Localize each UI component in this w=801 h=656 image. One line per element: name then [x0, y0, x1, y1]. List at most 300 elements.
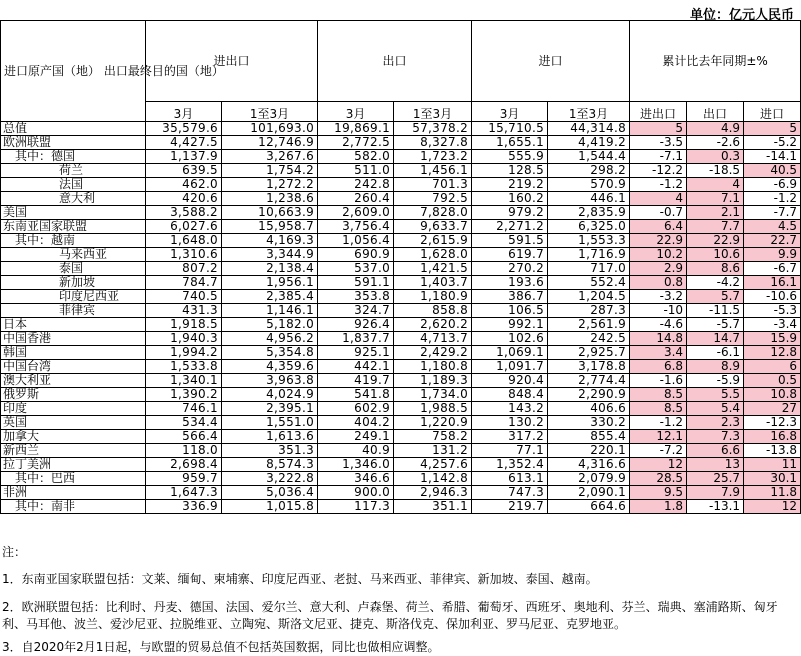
value-cell: 287.3: [548, 304, 630, 318]
yoy-cell: 8.6: [687, 262, 744, 276]
value-cell: 1,553.3: [548, 234, 630, 248]
value-cell: 1,142.8: [394, 472, 472, 486]
sub-header: 3月: [318, 102, 394, 122]
value-cell: 541.8: [318, 388, 394, 402]
value-cell: 351.3: [222, 444, 318, 458]
yoy-cell: 14.8: [630, 332, 687, 346]
country-name: 日本: [1, 318, 146, 332]
country-name: 总值: [1, 122, 146, 136]
yoy-cell: -14.1: [744, 150, 801, 164]
value-cell: 566.4: [146, 430, 222, 444]
value-cell: 5,182.0: [222, 318, 318, 332]
sub-header: 进出口: [630, 102, 687, 122]
value-cell: 1,069.1: [472, 346, 548, 360]
country-name: 印度尼西亚: [1, 290, 146, 304]
yoy-cell: -12.2: [630, 164, 687, 178]
table-row: [1, 262, 801, 276]
yoy-cell: 0.5: [744, 374, 801, 388]
value-cell: 3,344.9: [222, 248, 318, 262]
value-cell: 2,271.2: [472, 220, 548, 234]
yoy-cell: 40.5: [744, 164, 801, 178]
value-cell: 3,267.6: [222, 150, 318, 164]
value-cell: 44,314.8: [548, 122, 630, 136]
yoy-cell: 11.8: [744, 486, 801, 500]
value-cell: 143.2: [472, 402, 548, 416]
yoy-cell: 22.7: [744, 234, 801, 248]
group-header-total: 进出口: [146, 21, 318, 102]
sub-header: 3月: [472, 102, 548, 122]
value-cell: 591.5: [472, 234, 548, 248]
yoy-cell: 10.6: [687, 248, 744, 262]
yoy-cell: -10: [630, 304, 687, 318]
yoy-cell: 6: [744, 360, 801, 374]
country-column-header: 进口原产国（地） 出口最终目的国（地）: [1, 21, 146, 122]
value-cell: 2,609.0: [318, 206, 394, 220]
yoy-cell: -13.8: [744, 444, 801, 458]
value-cell: 2,835.9: [548, 206, 630, 220]
value-cell: 8,574.3: [222, 458, 318, 472]
value-cell: 1,723.2: [394, 150, 472, 164]
yoy-cell: 30.1: [744, 472, 801, 486]
value-cell: 249.1: [318, 430, 394, 444]
value-cell: 2,429.2: [394, 346, 472, 360]
value-cell: 855.4: [548, 430, 630, 444]
value-cell: 511.0: [318, 164, 394, 178]
value-cell: 747.3: [472, 486, 548, 500]
value-cell: 118.0: [146, 444, 222, 458]
value-cell: 5,036.4: [222, 486, 318, 500]
value-cell: 330.2: [548, 416, 630, 430]
value-cell: 746.1: [146, 402, 222, 416]
value-cell: 1,146.1: [222, 304, 318, 318]
yoy-cell: 22.9: [687, 234, 744, 248]
yoy-cell: -7.2: [630, 444, 687, 458]
value-cell: 534.4: [146, 416, 222, 430]
value-cell: 639.5: [146, 164, 222, 178]
value-cell: 1,655.1: [472, 136, 548, 150]
yoy-cell: 12: [744, 500, 801, 514]
value-cell: 1,544.4: [548, 150, 630, 164]
value-cell: 106.5: [472, 304, 548, 318]
country-name: 拉丁美洲: [1, 458, 146, 472]
value-cell: 219.2: [472, 178, 548, 192]
value-cell: 6,027.6: [146, 220, 222, 234]
value-cell: 462.0: [146, 178, 222, 192]
value-cell: 1,056.4: [318, 234, 394, 248]
table-row: [1, 192, 801, 206]
value-cell: 446.1: [548, 192, 630, 206]
value-cell: 12,746.9: [222, 136, 318, 150]
yoy-cell: 5.5: [687, 388, 744, 402]
value-cell: 1,754.2: [222, 164, 318, 178]
country-name: 俄罗斯: [1, 388, 146, 402]
value-cell: 260.4: [318, 192, 394, 206]
country-name: 新加坡: [1, 276, 146, 290]
country-name: 其中：越南: [1, 234, 146, 248]
table-row: [1, 248, 801, 262]
value-cell: 1,189.3: [394, 374, 472, 388]
yoy-cell: 8.9: [687, 360, 744, 374]
country-name: 澳大利亚: [1, 374, 146, 388]
value-cell: 19,869.1: [318, 122, 394, 136]
value-cell: 992.1: [472, 318, 548, 332]
value-cell: 3,222.8: [222, 472, 318, 486]
value-cell: 537.0: [318, 262, 394, 276]
value-cell: 2,395.1: [222, 402, 318, 416]
value-cell: 926.4: [318, 318, 394, 332]
yoy-cell: -5.3: [744, 304, 801, 318]
table-row: [1, 346, 801, 360]
value-cell: 6,325.0: [548, 220, 630, 234]
value-cell: 15,710.5: [472, 122, 548, 136]
value-cell: 1,734.0: [394, 388, 472, 402]
yoy-cell: -18.5: [687, 164, 744, 178]
value-cell: 807.2: [146, 262, 222, 276]
table-row: [1, 206, 801, 220]
value-cell: 298.2: [548, 164, 630, 178]
sub-header: 1至3月: [394, 102, 472, 122]
value-cell: 1,988.5: [394, 402, 472, 416]
value-cell: 2,290.9: [548, 388, 630, 402]
country-name: 美国: [1, 206, 146, 220]
unit-label: 单位：亿元人民币: [689, 8, 794, 23]
yoy-cell: 28.5: [630, 472, 687, 486]
table-row: [1, 318, 801, 332]
value-cell: 386.7: [472, 290, 548, 304]
country-name: 其中：巴西: [1, 472, 146, 486]
value-cell: 1,994.2: [146, 346, 222, 360]
value-cell: 3,178.8: [548, 360, 630, 374]
yoy-cell: -5.7: [687, 318, 744, 332]
value-cell: 619.7: [472, 248, 548, 262]
value-cell: 2,774.4: [548, 374, 630, 388]
sub-header: 进口: [744, 102, 801, 122]
table-row: [1, 178, 801, 192]
yoy-cell: 2.9: [630, 262, 687, 276]
yoy-cell: 25.7: [687, 472, 744, 486]
value-cell: 406.6: [548, 402, 630, 416]
value-cell: 920.4: [472, 374, 548, 388]
value-cell: 1,091.7: [472, 360, 548, 374]
value-cell: 1,647.3: [146, 486, 222, 500]
value-cell: 1,180.8: [394, 360, 472, 374]
value-cell: 77.1: [472, 444, 548, 458]
value-cell: 1,918.5: [146, 318, 222, 332]
value-cell: 7,828.0: [394, 206, 472, 220]
yoy-cell: -4.6: [630, 318, 687, 332]
value-cell: 193.6: [472, 276, 548, 290]
value-cell: 336.9: [146, 500, 222, 514]
value-cell: 1,340.1: [146, 374, 222, 388]
yoy-cell: 2.1: [687, 206, 744, 220]
yoy-cell: 12.1: [630, 430, 687, 444]
value-cell: 740.5: [146, 290, 222, 304]
group-header-export: 出口: [318, 21, 472, 102]
value-cell: 959.7: [146, 472, 222, 486]
value-cell: 4,169.3: [222, 234, 318, 248]
value-cell: 160.2: [472, 192, 548, 206]
note-eu: 2．欧洲联盟包括：比利时、丹麦、德国、法国、爱尔兰、意大利、卢森堡、荷兰、希腊、葡萄牙、西班牙、奥地利、芬兰、瑞典、塞浦路斯、匈牙利、马耳他、波兰、爱沙尼亚、拉脱维亚、立陶宛、斯洛文尼亚、捷克、斯洛伐克、保加利亚、罗马尼亚、克罗地亚。: [2, 600, 778, 631]
yoy-cell: -3.2: [630, 290, 687, 304]
yoy-cell: 5.7: [687, 290, 744, 304]
yoy-cell: 7.9: [687, 486, 744, 500]
yoy-cell: -2.6: [687, 136, 744, 150]
yoy-cell: 12.8: [744, 346, 801, 360]
value-cell: 4,024.9: [222, 388, 318, 402]
value-cell: 270.2: [472, 262, 548, 276]
yoy-cell: 7.7: [687, 220, 744, 234]
yoy-cell: 6.6: [687, 444, 744, 458]
value-cell: 1,456.1: [394, 164, 472, 178]
value-cell: 2,620.2: [394, 318, 472, 332]
value-cell: 8,327.8: [394, 136, 472, 150]
value-cell: 5,354.8: [222, 346, 318, 360]
table-row: [1, 430, 801, 444]
table-row: [1, 444, 801, 458]
value-cell: 3,963.8: [222, 374, 318, 388]
value-cell: 3,588.2: [146, 206, 222, 220]
value-cell: 591.1: [318, 276, 394, 290]
yoy-cell: -12.3: [744, 416, 801, 430]
value-cell: 613.1: [472, 472, 548, 486]
country-name: 菲律宾: [1, 304, 146, 318]
table-row: [1, 304, 801, 318]
value-cell: 102.6: [472, 332, 548, 346]
value-cell: 2,385.4: [222, 290, 318, 304]
sub-header: 1至3月: [548, 102, 630, 122]
yoy-cell: -10.6: [744, 290, 801, 304]
yoy-cell: 5: [630, 122, 687, 136]
yoy-cell: 4: [630, 192, 687, 206]
value-cell: 717.0: [548, 262, 630, 276]
yoy-cell: 9.5: [630, 486, 687, 500]
yoy-cell: 22.9: [630, 234, 687, 248]
country-name: 韩国: [1, 346, 146, 360]
value-cell: 555.9: [472, 150, 548, 164]
notes: [2, 544, 798, 656]
value-cell: 351.1: [394, 500, 472, 514]
value-cell: 353.8: [318, 290, 394, 304]
table-row: [1, 220, 801, 234]
value-cell: 4,359.6: [222, 360, 318, 374]
table-row: [1, 486, 801, 500]
table-row: [1, 136, 801, 150]
yoy-cell: -11.5: [687, 304, 744, 318]
yoy-cell: -6.1: [687, 346, 744, 360]
country-name: 中国香港: [1, 332, 146, 346]
yoy-cell: -7.1: [630, 150, 687, 164]
yoy-cell: -1.2: [744, 192, 801, 206]
value-cell: 2,079.9: [548, 472, 630, 486]
value-cell: 582.0: [318, 150, 394, 164]
yoy-cell: -1.2: [630, 178, 687, 192]
value-cell: 1,238.6: [222, 192, 318, 206]
value-cell: 1,940.3: [146, 332, 222, 346]
value-cell: 1,015.8: [222, 500, 318, 514]
country-name: 印度: [1, 402, 146, 416]
table-row: [1, 472, 801, 486]
yoy-cell: 0.3: [687, 150, 744, 164]
value-cell: 4,956.2: [222, 332, 318, 346]
table-row: [1, 276, 801, 290]
yoy-cell: 15.9: [744, 332, 801, 346]
value-cell: 40.9: [318, 444, 394, 458]
yoy-cell: -5.9: [687, 374, 744, 388]
value-cell: 602.9: [318, 402, 394, 416]
yoy-cell: 1.8: [630, 500, 687, 514]
country-name: 法国: [1, 178, 146, 192]
value-cell: 131.2: [394, 444, 472, 458]
value-cell: 792.5: [394, 192, 472, 206]
value-cell: 979.2: [472, 206, 548, 220]
yoy-cell: -3.4: [744, 318, 801, 332]
value-cell: 1,390.2: [146, 388, 222, 402]
value-cell: 419.7: [318, 374, 394, 388]
table-row: [1, 122, 801, 136]
value-cell: 1,137.9: [146, 150, 222, 164]
value-cell: 15,958.7: [222, 220, 318, 234]
value-cell: 35,579.6: [146, 122, 222, 136]
value-cell: 2,946.3: [394, 486, 472, 500]
table-row: [1, 332, 801, 346]
yoy-cell: 2.3: [687, 416, 744, 430]
value-cell: 57,378.2: [394, 122, 472, 136]
group-header-import: 进口: [472, 21, 630, 102]
value-cell: 10,663.9: [222, 206, 318, 220]
value-cell: 442.1: [318, 360, 394, 374]
country-name: 马来西亚: [1, 248, 146, 262]
yoy-cell: 5.4: [687, 402, 744, 416]
country-name: 其中：南非: [1, 500, 146, 514]
yoy-cell: 6.8: [630, 360, 687, 374]
value-cell: 570.9: [548, 178, 630, 192]
yoy-cell: 7.3: [687, 430, 744, 444]
table-row: [1, 360, 801, 374]
value-cell: 4,419.2: [548, 136, 630, 150]
table-row: [1, 234, 801, 248]
yoy-cell: 27: [744, 402, 801, 416]
sub-header: 1至3月: [222, 102, 318, 122]
country-name: 中国台湾: [1, 360, 146, 374]
value-cell: 1,346.0: [318, 458, 394, 472]
value-cell: 1,310.6: [146, 248, 222, 262]
value-cell: 701.3: [394, 178, 472, 192]
value-cell: 858.8: [394, 304, 472, 318]
value-cell: 324.7: [318, 304, 394, 318]
value-cell: 1,533.8: [146, 360, 222, 374]
value-cell: 2,561.9: [548, 318, 630, 332]
value-cell: 128.5: [472, 164, 548, 178]
country-name: 东南亚国家联盟: [1, 220, 146, 234]
yoy-cell: -13.1: [687, 500, 744, 514]
value-cell: 1,403.7: [394, 276, 472, 290]
value-cell: 900.0: [318, 486, 394, 500]
yoy-cell: 4.9: [687, 122, 744, 136]
yoy-cell: 16.8: [744, 430, 801, 444]
value-cell: 1,956.1: [222, 276, 318, 290]
yoy-cell: -3.5: [630, 136, 687, 150]
value-cell: 4,713.7: [394, 332, 472, 346]
table-body: [1, 122, 801, 514]
value-cell: 3,756.4: [318, 220, 394, 234]
yoy-cell: 16.1: [744, 276, 801, 290]
sub-header: 3月: [146, 102, 222, 122]
value-cell: 2,772.5: [318, 136, 394, 150]
value-cell: 2,138.4: [222, 262, 318, 276]
value-cell: 664.6: [548, 500, 630, 514]
note-uk: 3．自2020年2月1日起，与欧盟的贸易总值不包括英国数据，同比也做相应调整。: [2, 640, 440, 654]
value-cell: 220.1: [548, 444, 630, 458]
value-cell: 2,698.4: [146, 458, 222, 472]
yoy-cell: -6.7: [744, 262, 801, 276]
table-row: [1, 290, 801, 304]
yoy-cell: -1.6: [630, 374, 687, 388]
country-name: 新西兰: [1, 444, 146, 458]
yoy-cell: -6.9: [744, 178, 801, 192]
value-cell: 1,180.9: [394, 290, 472, 304]
value-cell: 404.2: [318, 416, 394, 430]
yoy-cell: -5.2: [744, 136, 801, 150]
value-cell: 101,693.0: [222, 122, 318, 136]
table-row: [1, 402, 801, 416]
value-cell: 690.9: [318, 248, 394, 262]
value-cell: 1,204.5: [548, 290, 630, 304]
yoy-cell: -1.2: [630, 416, 687, 430]
value-cell: 1,272.2: [222, 178, 318, 192]
yoy-cell: 5: [744, 122, 801, 136]
value-cell: 1,837.7: [318, 332, 394, 346]
yoy-cell: -4.2: [687, 276, 744, 290]
value-cell: 925.1: [318, 346, 394, 360]
yoy-cell: -0.7: [630, 206, 687, 220]
table-row: [1, 374, 801, 388]
value-cell: 1,628.0: [394, 248, 472, 262]
value-cell: 552.4: [548, 276, 630, 290]
country-name: 欧洲联盟: [1, 136, 146, 150]
value-cell: 1,421.5: [394, 262, 472, 276]
yoy-cell: 8.5: [630, 402, 687, 416]
value-cell: 1,220.9: [394, 416, 472, 430]
country-name: 荷兰: [1, 164, 146, 178]
table-row: [1, 164, 801, 178]
table-row: [1, 458, 801, 472]
yoy-cell: 10.2: [630, 248, 687, 262]
yoy-cell: 3.4: [630, 346, 687, 360]
value-cell: 117.3: [318, 500, 394, 514]
value-cell: 9,633.7: [394, 220, 472, 234]
yoy-cell: 9.9: [744, 248, 801, 262]
value-cell: 242.8: [318, 178, 394, 192]
country-name: 意大利: [1, 192, 146, 206]
value-cell: 431.3: [146, 304, 222, 318]
value-cell: 130.2: [472, 416, 548, 430]
country-name: 泰国: [1, 262, 146, 276]
value-cell: 4,316.6: [548, 458, 630, 472]
yoy-cell: 6.4: [630, 220, 687, 234]
yoy-cell: 4.5: [744, 220, 801, 234]
value-cell: 1,551.0: [222, 416, 318, 430]
value-cell: 758.2: [394, 430, 472, 444]
country-name: 英国: [1, 416, 146, 430]
yoy-cell: 0.8: [630, 276, 687, 290]
value-cell: 2,925.7: [548, 346, 630, 360]
value-cell: 1,613.6: [222, 430, 318, 444]
value-cell: 848.4: [472, 388, 548, 402]
yoy-cell: 4: [687, 178, 744, 192]
value-cell: 4,427.5: [146, 136, 222, 150]
value-cell: 784.7: [146, 276, 222, 290]
table-row: [1, 388, 801, 402]
